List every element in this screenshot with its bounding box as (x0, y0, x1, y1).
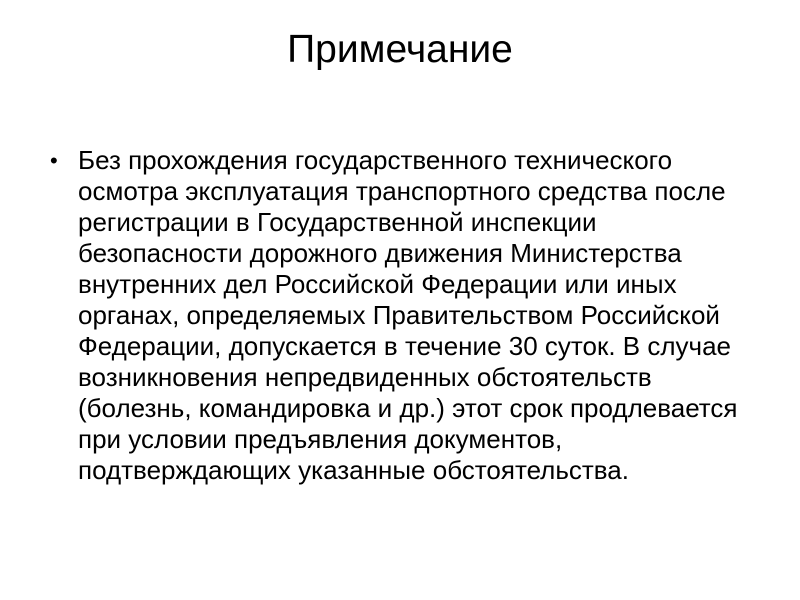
bullet-icon: • (50, 148, 58, 173)
slide-title: Примечание (287, 28, 513, 71)
bullet-item (50, 145, 760, 486)
bullet-text: Без прохождения государственного технического осмотра эксплуатация транспортного средства после регистрации в Государственной инспекции безопасности дорожного движения Министерства внутренних дел Российской Федерации или иных органах, определяемых Правительством Российской Федерации, допускается в течение 30 суток. В случае возникновения непредвиденных обстоятельств (болезнь, командировка и др.) этот срок продлевается при условии предъявления документов, подтверждающих указанные обстоятельства. (78, 145, 738, 485)
bullet-list (50, 145, 760, 486)
